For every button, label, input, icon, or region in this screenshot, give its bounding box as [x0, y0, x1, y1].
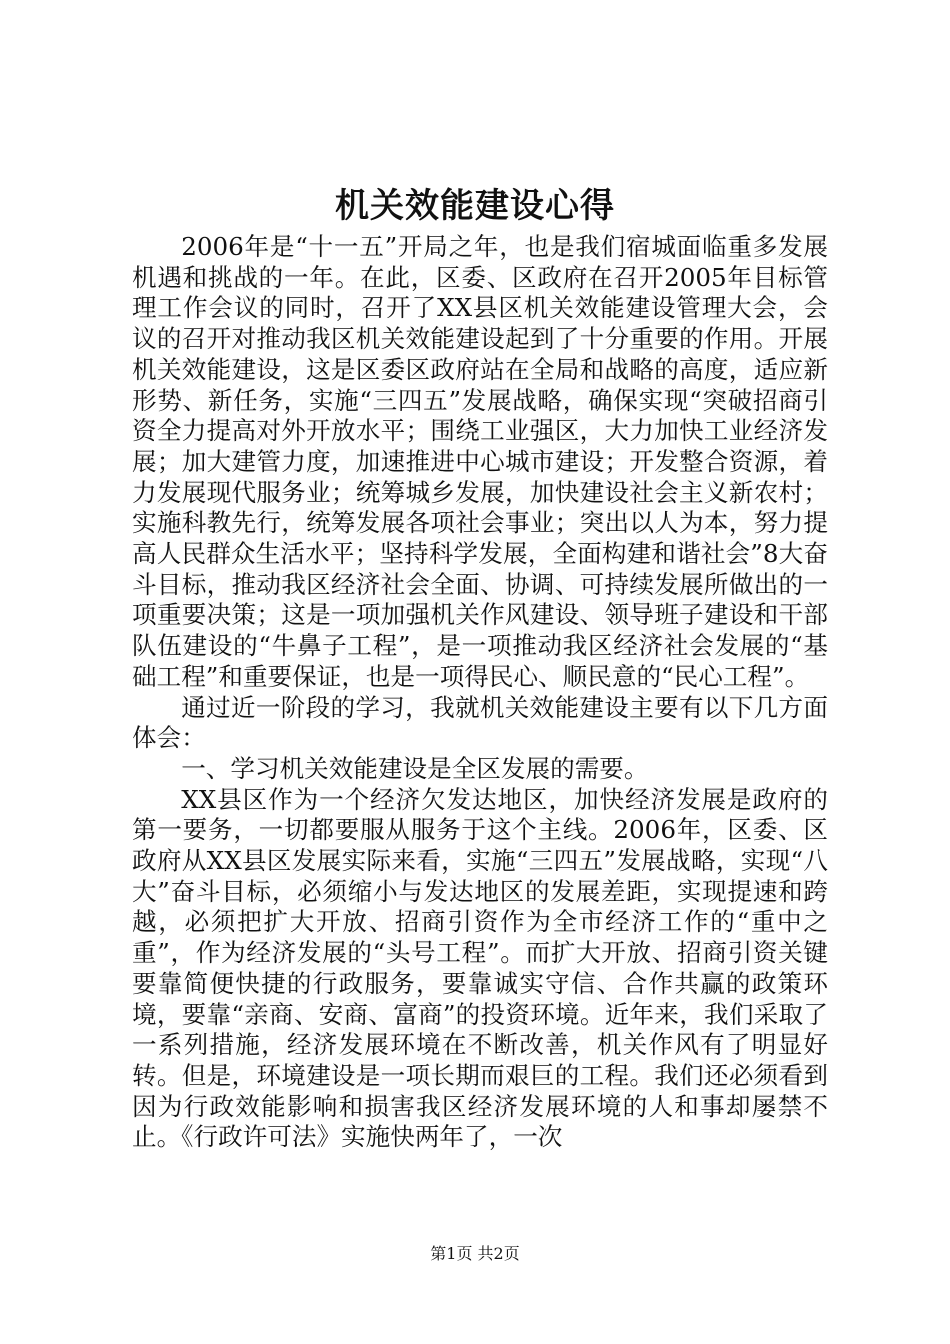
document-title: 机关效能建设心得	[335, 186, 615, 226]
paragraph-section-1: XX县区作为一个经济欠发达地区，加快经济发展是政府的第一要务，一切都要服从服务于这个主线。2006年，区委、区政府从XX县区发展实际来看，实施“三四五”发展战略，实现“八大”奋斗目标，必须缩小与发达地区的发展差距，实现提速和跨越，必须把扩大开放、招商引资作为全市经济工作的“重中之重”，作为经济发展的“头号工程”。而扩大开放、招商引资关键要靠简便快捷的行政服务，要靠诚实守信、合作共赢的政策环境，要靠“亲商、安商、富商”的投资环境。近年来，我们采取了一系列措施，经济发展环境在不断改善，机关作风有了明显好转。但是，环境建设是一项长期而艰巨的工程。我们还必须看到因为行政效能影响和损害我区经济发展环境的人和事却屡禁不止。《行政许可法》实施快两年了，一次	[132, 784, 828, 1152]
paragraph-lead-in: 通过近一阶段的学习，我就机关效能建设主要有以下几方面体会：	[132, 692, 828, 753]
page-footer: 第1页 共2页	[430, 1244, 520, 1263]
section-heading-1: 一、学习机关效能建设是全区发展的需要。	[181, 753, 649, 783]
document-body	[132, 232, 828, 1153]
paragraph-intro: 2006年是“十一五”开局之年，也是我们宿城面临重多发展机遇和挑战的一年。在此，区委、区政府在召开2005年目标管理工作会议的同时，召开了XX县区机关效能建设管理大会，会议的召开对推动我区机关效能建设起到了十分重要的作用。开展机关效能建设，这是区委区政府站在全局和战略的高度，适应新形势、新任务，实施“三四五”发展战略，确保实现“突破招商引资全力提高对外开放水平；围绕工业强区，大力加快工业经济发展；加大建管力度，加速推进中心城市建设；开发整合资源，着力发展现代服务业；统筹城乡发展，加快建设社会主义新农村；实施科教先行，统筹发展各项社会事业；突出以人为本，努力提高人民群众生活水平；坚持科学发展，全面构建和谐社会”8大奋斗目标，推动我区经济社会全面、协调、可持续发展所做出的一项重要决策；这是一项加强机关作风建设、领导班子建设和干部队伍建设的“牛鼻子工程”，是一项推动我区经济社会发展的“基础工程”和重要保证，也是一项得民心、顺民意的“民心工程”。	[132, 232, 828, 691]
